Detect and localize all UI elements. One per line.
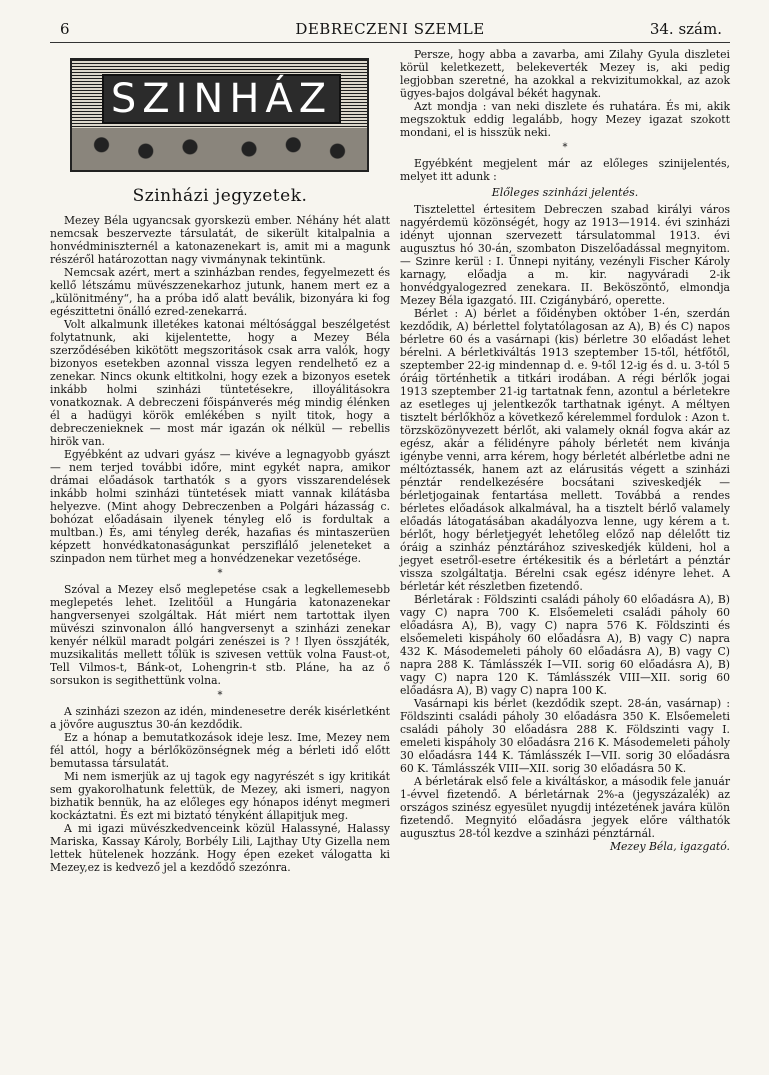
separator-asterisk: *	[217, 568, 223, 579]
paragraph: A mi igazi müvészkedvenceink közül Halassyné, Halassy Mariska, Kassay Károly, Borbély Lili, Lajthay Uty Gizella nem lettek hütelenek hozzánk. Hogy épen ezeket válogatta ki Mezey,ez is kedvező jel a kezdődő szezónra.	[50, 822, 390, 874]
paragraph: A szinházi szezon az idén, mindenesetre derék kisérletként a jövőre augusztus 30-án kezdődik.	[50, 705, 390, 731]
paragraph: Azt mondja : van neki diszlete és ruhatára. És mi, akik megszoktuk eddig legalább, hogy Mezey igazat szokott mondani, el is hisszük neki.	[400, 100, 730, 139]
paragraph: Vasárnapi kis bérlet (kezdődik szept. 28-án, vasárnap) : Földszinti családi páholy 30 előadásra 350 K. Elsőemeleti családi páholy 30 előadásra 288 K. Földszinti vagy I. emeleti kispáholy 30 előadásra 216 K. Másodemeleti páholy 30 előadásra 144 K. Támlásszék I—VII. sorig 30 előadásra 60 K. Támlásszék VIII—XII. sorig 30 előadásra 50 K.	[400, 697, 730, 775]
paragraph: Ez a hónap a bemutatkozások ideje lesz. Ime, Mezey nem fél attól, hogy a bérlőközönségnek még a bérleti idő előtt bemutassa társulatát.	[50, 731, 390, 770]
issue-number: 34. szám.	[649, 20, 722, 38]
announcement-title: Előleges szinházi jelentés.	[491, 186, 639, 199]
paragraph: Egyébként megjelent már az előleges szinijelentés, melyet itt adunk :	[400, 157, 730, 183]
paragraph: Mi nem ismerjük az uj tagok egy nagyrészét s igy kritikát sem gyakorolhatunk felettük, de Mezey, aki ismeri, nagyon bizhatik bennük, ha az előleges egy hónapos idényt megmeri kockáztatni. És ezt mi biztató tényként állapitjuk meg.	[50, 770, 390, 822]
paragraph: A bérletárak első fele a kiváltáskor, a második fele január 1-évvel fizetendő. A bérletárnak 2%-a (jegyszázalék) az országos szinész egyesület nyugdij intézetének javára külön fizetendő. Megnyitó előadásra jegyek előre válthatók augusztus 28-tól kezdve a szinházi pénztárnál.	[400, 775, 730, 840]
paragraph: Volt alkalmunk illetékes katonai méltósággal beszélgetést folytatnunk, aki kijelentette, hogy a Mezey Béla szerződésében kikötött megszoritások csak arra valók, hogy bizonyos esetekben azonnal vissza legyen rendelhető ez a zenekar. Nincs okunk eltitkolni, hogy ezek a bizonyos esetek inkább holmi szinházi tüntetésekre, illoyálitásokra vonatkoznak. A debreczeni főispánverés még mindig élénken él a hadügyi körök emlékében s nyilt titok, hogy a debreczenieknek — most már igazán ok nélkül — rebellis hirök van.	[50, 318, 390, 448]
separator-asterisk: *	[562, 142, 568, 153]
banner-word: SZINHÁZ	[102, 74, 341, 124]
right-column	[400, 48, 730, 853]
paragraph: Bérlet : A) bérlet a főidényben október 1-én, szerdán kezdődik, A) bérlettel folytatólagosan az A), B) és C) napos bérletre 60 és a vasárnapi (kis) bérletre 30 előadást lehet bérelni. A bérletkiváltás 1913 szeptember 15-től, hétfőtől, szeptember 22-ig mindennap d. e. 9-től 12-ig és d. u. 3-tól 5 óráig történhetik a titkári irodában. A régi bérlők jogai 1913 szeptember 21-ig tartatnak fenn, azontul a bérletekre az esetleges uj jelentkezők tarthatnak igényt. A méltyen tisztelt bérlőkhöz a következő kérelemmel fordulok : Azon t. törzsközönyvezett bérlőt, aki valamely oknál fogva akár az egész, akár a félidényre páholy bérletét nem kivánja igénybe venni, arra kérem, hogy bérletét albérletbe adni ne méltóztassék, hanem azt az elárusitás végett a szinházi pénztár rendelkezésére bocsátani sziveskedjék — bérletjogainak fentartása mellett. Továbbá a rendes bérletes előadások alkalmával, ha a tisztelt bérlő valamely előadás látogatásában akadályozva lenne, ugy kérem a t. bérlőt, hogy bérletjegyét lehetőleg előző nap délelőtt tiz óráig a szinház pénztárához sziveskedjék küldeni, hol a jegyet esetről-esetre értékesitik és a bérletárt a pénztár vissza szolgáltatja. Bérelni csak egész idényre lehet. A bérletár két részletben fizetendő.	[400, 307, 730, 593]
paragraph: Tisztelettel értesitem Debreczen szabad királyi város nagyérdemü közönségét, hogy az 1913—1914. évi szinházi idényt ujonnan szervezett társulatommal 1913. évi augusztus hó 30-án, szombaton Diszelőadással megnyitom. — Szinre kerül : I. Ünnepi nyitány, vezényli Fischer Károly karnagy, előadja a m. kir. nagyváradi 2-ik honvédgyalogezred zenekara. II. Beköszöntő, elmondja Mezey Béla igazgató. III. Czigánybáró, operette.	[400, 203, 730, 307]
journal-title: DEBRECZENI SZEMLE	[295, 20, 485, 38]
paragraph: Mezey Béla ugyancsak gyorskezü ember. Néhány hét alatt nemcsak beszervezte társulatát, de sikerült kitalpalnia a honvédminiszternél a katonazenekart is, amit mi a magunk részéről határozottan nagy vivmánynak tekintünk.	[50, 214, 390, 266]
left-column	[50, 48, 390, 874]
page-number: 6	[60, 20, 70, 38]
paragraph: Szóval a Mezey első meglepetése csak a legkellemesebb meglepetés lehet. Izelitőül a Hungária katonazenekar hangversenyei szolgáltak. Hát miért nem tartottak ilyen müvészi szinvonalon álló hangversenyt a szinházi zenekar kenyér nélkül maradt polgári zenészei is ? ! Ilyen összjáték, muzsikalitás mellett tőlük is szivesen vettük volna Faust-ot, Tell Vilmos-t, Bánk-ot, Lohengrin-t stb. Pláne, ha az ő sorsukon is segithettünk volna.	[50, 583, 390, 687]
paragraph: Persze, hogy abba a zavarba, ami Zilahy Gyula diszletei körül keletkezett, belekeverték Mezey is, aki pedig legjobban szeretné, ha azokkal a rekvizitumokkal, az azok ügyes-bajos dolgával békét hagynak.	[400, 48, 730, 100]
section-title: Szinházi jegyzetek.	[132, 186, 308, 206]
theatre-banner-illustration	[70, 58, 369, 172]
paragraph: Nemcsak azért, mert a szinházban rendes, fegyelmezett és kellő létszámu müvészzenekarhoz jutunk, hanem mert ez a „különitmény“, ha a próba idő alatt beválik, bizonyára ki fog egészittetni önálló ezred-zenekarrá.	[50, 266, 390, 318]
paragraph: Egyébként az udvari gyász — kivéve a legnagyobb gyászt — nem terjed további időre, mint egykét napra, amikor drámai előadások tarthatók s a gyors visszarendelések inkább holmi szinházi tüntetések miatt vannak kilátásba helyezve. (Mint ahogy Debreczenben a Polgári házasság c. bohózat előadásain ilyenek tényleg elő is fordultak a multban.) És, ami tényleg derék, hazafias és mintaszerüen képzett honvédkatonaságunkat persziflálő jeleneteket a szinpadon nem türhet meg a honvédzenekar vezetősége.	[50, 448, 390, 565]
signature: Mezey Béla, igazgató.	[609, 840, 730, 853]
separator-asterisk: *	[217, 690, 223, 701]
page-header	[50, 14, 730, 43]
paragraph: Bérletárak : Földszinti családi páholy 60 előadásra A), B) vagy C) napra 700 K. Elsőemeleti családi páholy 60 előadásra A), B), vagy C) napra 576 K. Földszinti és elsőemeleti kispáholy 60 előadásra A), B) vagy C) napra 432 K. Másodemeleti páholy 60 előadásra A), B) vagy C) napra 288 K. Támlásszék I—VII. sorig 60 előadásra A), B) vagy C) napra 120 K. Támlásszék VIII—XII. sorig 60 előadásra A), B) vagy C) napra 100 K.	[400, 593, 730, 697]
banner-audience	[72, 128, 367, 170]
